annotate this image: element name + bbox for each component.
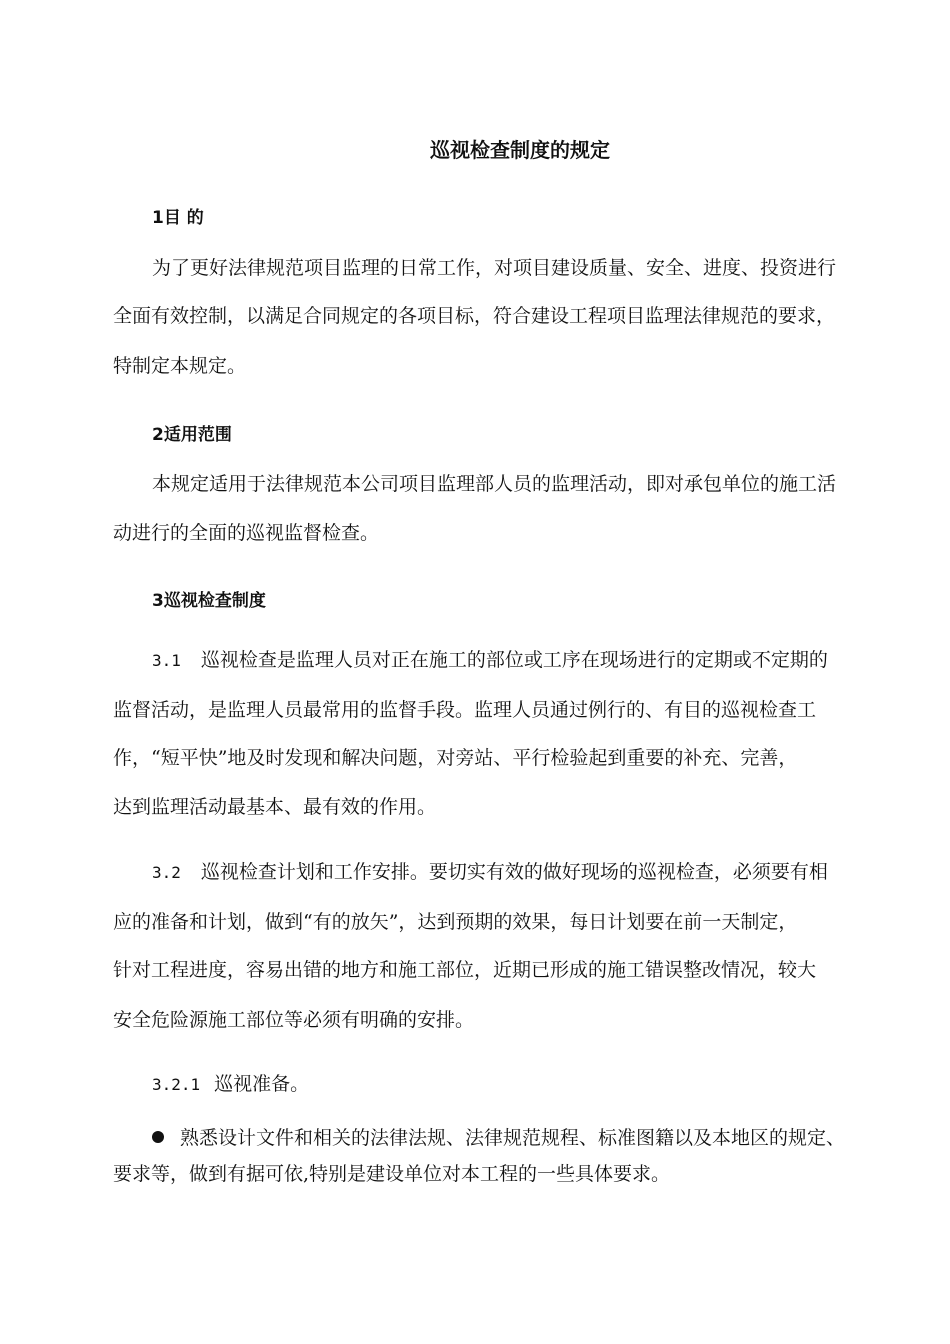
paragraph-line: 要求等，做到有据可依,特别是建设单位对本工程的一些具体要求。 [113,1163,671,1185]
clause-line [152,1072,309,1097]
paragraph-line: 作，“短平快”地及时发现和解决问题，对旁站、平行检验起到重要的补充、完善， [113,747,798,769]
clause-number: 3.1 [152,651,181,670]
paragraph-line: 监督活动，是监理人员最常用的监督手段。监理人员通过例行的、有目的巡视检查工 [113,699,817,721]
paragraph-line: 应的准备和计划，做到“有的放矢”，达到预期的效果，每日计划要在前一天制定， [113,911,798,933]
paragraph-line: 为了更好法律规范项目监理的日常工作，对项目建设质量、安全、进度、投资进行 [152,257,837,279]
paragraph-line: 针对工程进度，容易出错的地方和施工部位，近期已形成的施工错误整改情况，较大 [113,959,817,981]
paragraph-line: 本规定适用于法律规范本公司项目监理部人员的监理活动，即对承包单位的施工活 [152,473,837,495]
document-title: 巡视检查制度的规定 [430,138,610,162]
clause-text: 巡视检查是监理人员对正在施工的部位或工序在现场进行的定期或不定期的 [200,649,828,671]
section-heading-inspection-system: 3巡视检查制度 [152,591,266,611]
paragraph-line: 全面有效控制，以满足合同规定的各项目标，符合建设工程项目监理法律规范的要求， [113,305,836,327]
paragraph-line: 特制定本规定。 [113,355,247,377]
clause-text: 巡视准备。 [214,1073,310,1095]
clause-line [152,648,828,673]
bullet-text: 熟悉设计文件和相关的法律法规、法律规范规程、标准图籍以及本地区的规定、 [180,1127,846,1149]
paragraph-line: 达到监理活动最基本、最有效的作用。 [113,796,437,818]
clause-number: 3.2 [152,863,181,882]
bullet-line [152,1126,845,1150]
section-heading-purpose: 1目 的 [152,208,204,228]
section-heading-scope: 2适用范围 [152,425,232,445]
clause-number: 3.2.1 [152,1075,201,1094]
paragraph-line: 动进行的全面的巡视监督检查。 [113,522,380,544]
bullet-dot-icon [152,1131,164,1143]
paragraph-line: 安全危险源施工部位等必须有明确的安排。 [113,1009,475,1031]
clause-text: 巡视检查计划和工作安排。要切实有效的做好现场的巡视检查，必须要有相 [200,861,828,883]
clause-line [152,860,828,885]
